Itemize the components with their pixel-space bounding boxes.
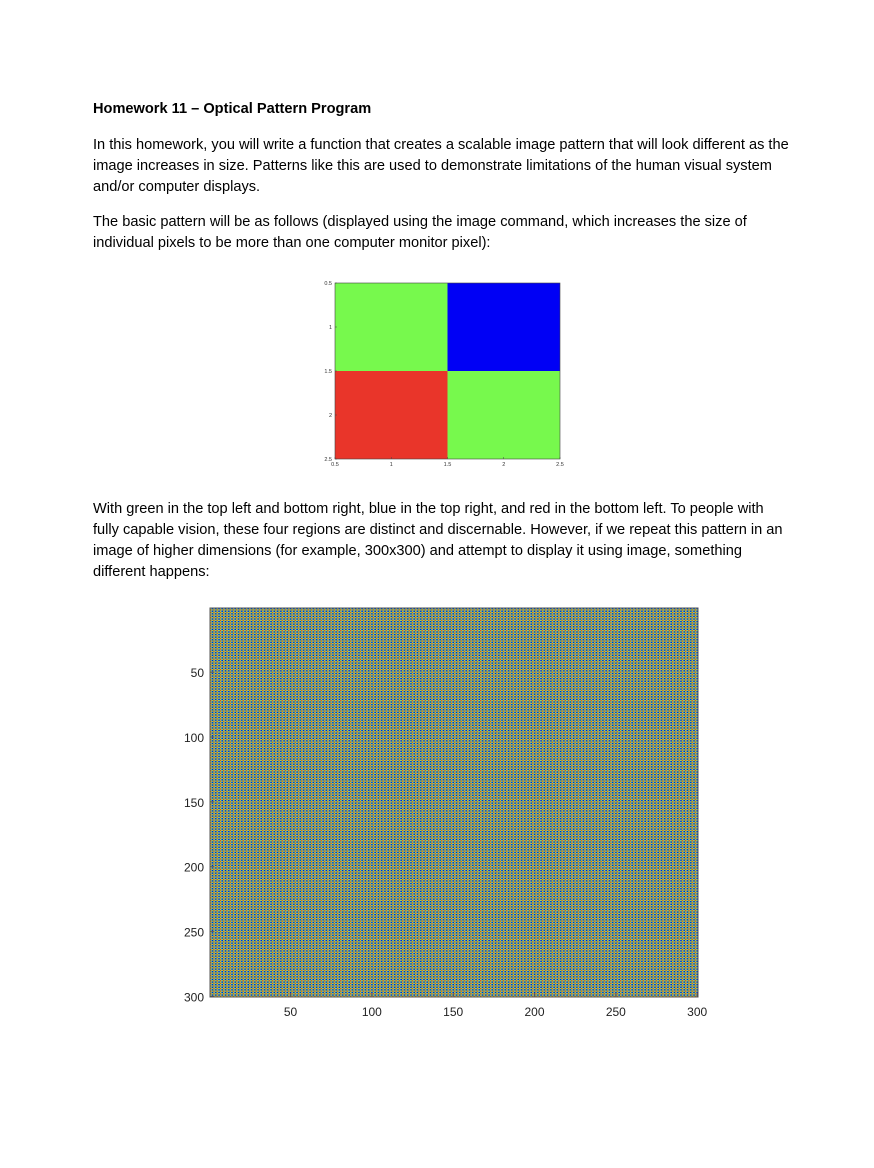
x-tick-label: 250 [605,1005,626,1019]
y-tick-label: 50 [190,666,204,681]
pattern-cell-green [335,283,448,371]
pattern-cell-blue [448,283,561,371]
y-tick-label: 2.5 [324,457,332,463]
tiled-image [210,608,698,997]
pattern-cell-red [335,371,448,459]
basic-pattern-paragraph: The basic pattern will be as follows (displayed using the image command, which increases the size of individual pixels to be more than one computer monitor pixel): [93,214,747,251]
x-tick-label: 1.5 [443,462,452,468]
x-tick-label: 150 [443,1005,464,1019]
y-tick-label: 200 [183,860,204,875]
pattern-cell-green [448,371,561,459]
y-tick-label: 100 [183,731,204,746]
x-tick-label: 200 [524,1005,545,1019]
x-tick-label: 2.5 [556,462,564,468]
x-tick-label: 2 [502,462,506,468]
x-tick-label: 100 [361,1005,382,1019]
homework-title: Homework 11 – Optical Pattern Program [93,101,372,117]
x-tick-label: 1 [389,462,393,468]
intro-paragraph: In this homework, you will write a function that creates a scalable image pattern that will look different as the image increases in size. Patterns like this are used to demonstrate limitations of the human visual system and/or computer displays. [93,137,789,195]
x-tick-label: 50 [283,1005,298,1019]
y-tick-label: 150 [183,795,204,810]
repeat-pattern-paragraph: With green in the top left and bottom right, blue in the top right, and red in the bottom left. To people with fully capable vision, these four regions are distinct and discernable. However, if we repeat this pattern in an image of higher dimensions (for example, 300x300) and attempt to display it using image, something different happens: [93,501,783,580]
x-tick-label: 300 [687,1005,708,1019]
basic-pattern-chart [310,278,570,473]
y-tick-label: 2 [328,413,332,419]
x-tick-label: 0.5 [331,462,339,468]
y-tick-label: 250 [183,925,204,940]
y-tick-label: 1.5 [324,369,332,375]
tiled-pattern-chart [170,603,715,1028]
y-tick-label: 300 [183,990,204,1005]
y-tick-label: 1 [328,325,332,331]
y-tick-label: 0.5 [324,281,332,287]
